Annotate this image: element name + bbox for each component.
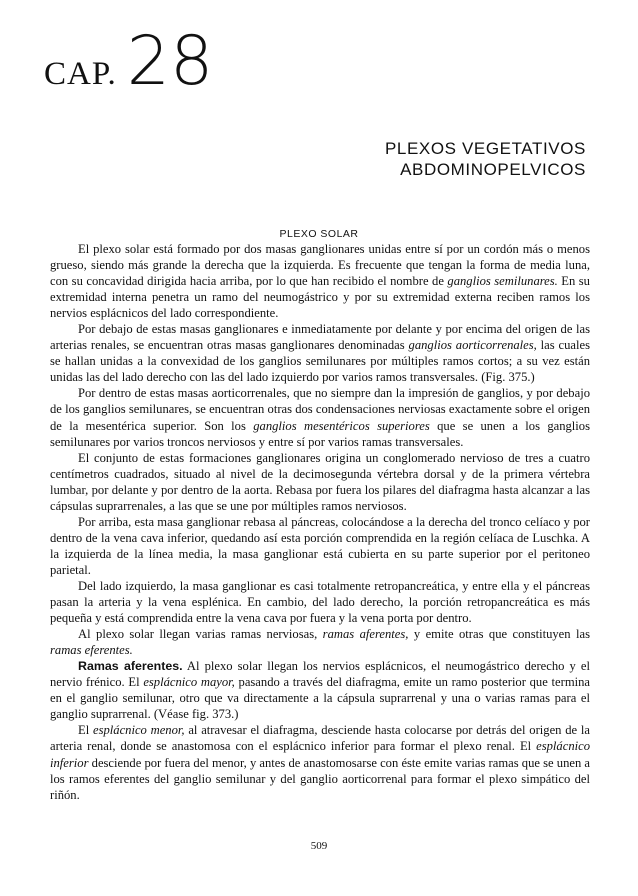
chapter-title bbox=[385, 138, 586, 180]
run-in-heading: Ramas aferentes. bbox=[78, 659, 183, 674]
paragraph-7: Al plexo solar llegan varias ramas nerviosas, ramas aferentes, y emite otras que constituyen las ramas eferentes. bbox=[50, 627, 590, 658]
paragraph-9: El esplácnico menor, al atravesar el diafragma, desciende hasta colocarse por detrás del origen de la arteria renal, donde se anastomosa con el esplácnico inferior para formar el plexo renal. El esplácnico inferior desciende por fuera del menor, y antes de anastomosarse con éste emite varias ramas que se unen a los ramos eferentes del ganglio semilunar y del ganglio aorticorrenal para formar el plexo simpático del riñón. bbox=[50, 723, 591, 802]
chapter-heading bbox=[44, 22, 214, 101]
paragraph-5: Por arriba, esta masa ganglionar rebasa al páncreas, colocándose a la derecha del tronco celíaco y por dentro de la vena cava inferior, quedando así esta porción comprendida en la región celíaca de Luschka. A la izquierda de la línea media, la masa ganglionar está cubierta en su parte superior por el peritoneo parietal. bbox=[50, 514, 590, 577]
chapter-title-line-1: PLEXOS VEGETATIVOS bbox=[384, 139, 586, 158]
chapter-number: 28 bbox=[126, 22, 214, 101]
body-text bbox=[50, 241, 590, 803]
paragraph-6: Del lado izquierdo, la masa ganglionar es casi totalmente retropancreática, y entre ella y el páncreas pasan la arteria y la vena esplénica. En cambio, del lado derecho, la porción retropancreática es más pequeña y está comprendida entre la vena cava por fuera y la vena porta por dentro. bbox=[50, 578, 590, 626]
chapter-label: CAP. bbox=[44, 56, 117, 92]
section-heading: PLEXO SOLAR bbox=[279, 228, 359, 240]
chapter-title-line-2: ABDOMINOPELVICOS bbox=[400, 160, 586, 179]
paragraph-3: Por dentro de estas masas aorticorrenales, que no siempre dan la impresión de ganglios, y por debajo de los ganglios semilunares, se encuentran otras dos condensaciones nerviosas exactamente sobre el origen de la mesentérica superior. Son los ganglios mesentéricos superiores que se unen a los ganglios semilunares por varios troncos nerviosos y entre sí por varios ramas transversales. bbox=[50, 386, 591, 449]
paragraph-2: Por debajo de estas masas ganglionares e inmediatamente por delante y por encima del origen de las arterias renales, se encuentran otras masas ganglionares denominadas ganglios aorticorrenales, las cuales se hallan unidas a la convexidad de los ganglios semilunares por múltiples ramos cortos; a su vez están unidas las del lado derecho con las del lado izquierdo por varios ramos transversales. (Fig. 375.) bbox=[50, 322, 590, 385]
page-number: 509 bbox=[310, 840, 328, 852]
paragraph-4: El conjunto de estas formaciones ganglionares origina un conglomerado nervioso de tres a cuatro centímetros cuadrados, situado al nivel de la decimosegunda vértebra dorsal y de la primera vértebra lumbar, por delante y por dentro de la aorta. Rebasa por fuera los pilares del diafragma hasta alcanzar a las cápsulas suprarrenales, a las que se une por múltiples ramos nerviosos. bbox=[50, 450, 590, 513]
paragraph-1: El plexo solar está formado por dos masas ganglionares unidas entre sí por un cordón más o menos grueso, siendo más grande la derecha que la izquierda. Es frecuente que tengan la forma de media luna, con su concavidad dirigida hacia arriba, por lo que han recibido el nombre de ganglios semilunares. En su extremidad interna penetra un ramo del neumogástrico y por su extremidad externa reciben ramos los nervios esplácnicos del lado correspondiente. bbox=[50, 242, 590, 321]
paragraph-8: Ramas aferentes. Al plexo solar llegan los nervios esplácnicos, el neumogástrico derecho y el nervio frénico. El esplácnico mayor, pasando a través del diafragma, emite un ramo posterior que termina en el ganglio semilunar, otro que va directamente a la cápsula suprarrenal y una o varias ramas para el ganglio suprarrenal. (Véase fig. 373.) bbox=[50, 659, 590, 722]
